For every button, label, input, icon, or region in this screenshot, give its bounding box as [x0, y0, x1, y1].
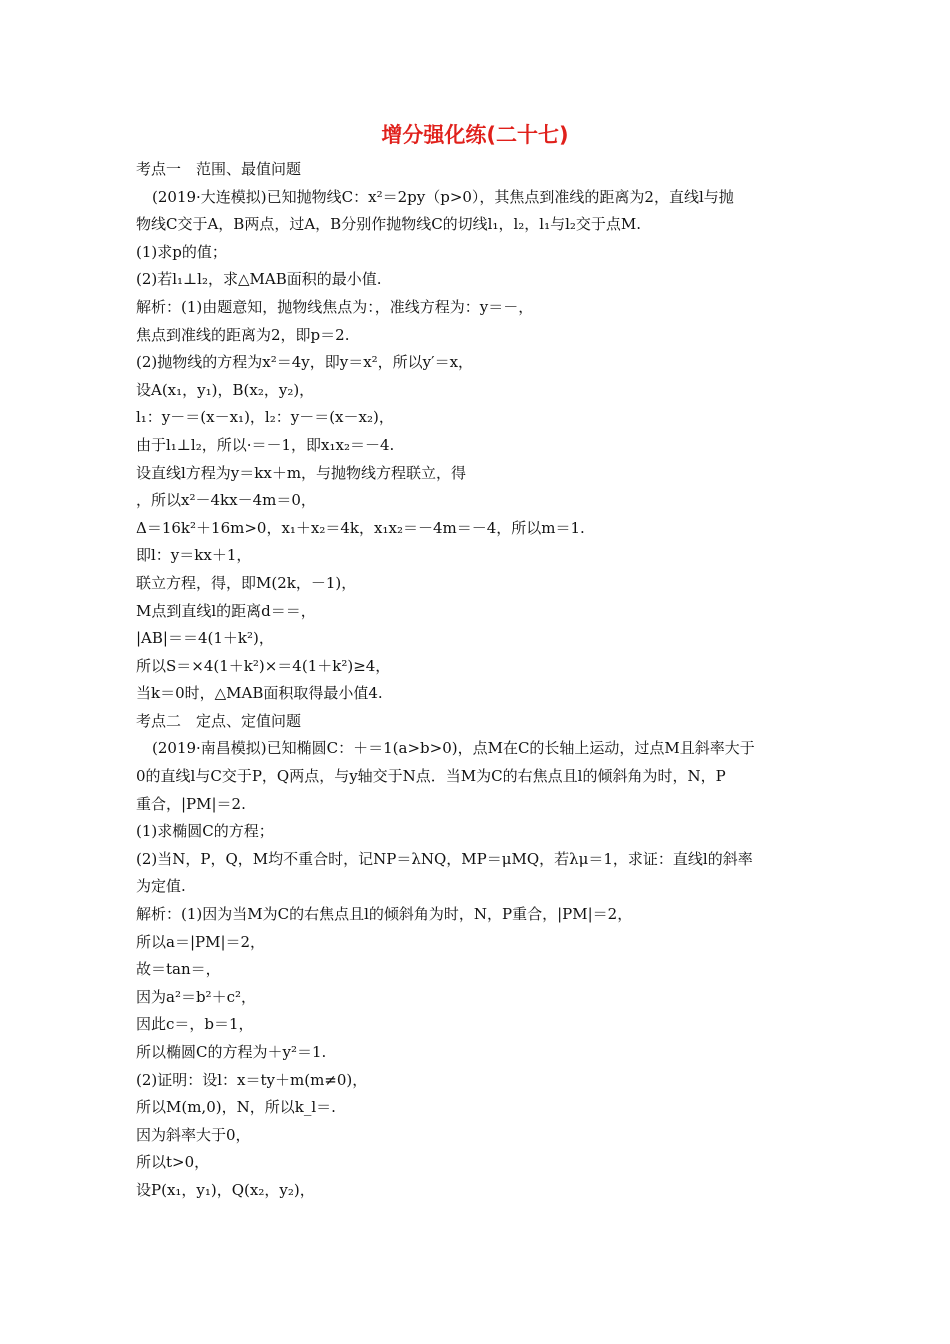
- text-line: 解析：(1)因为当M为C的右焦点且l的倾斜角为时，N，P重合，|PM|＝2，: [136, 905, 633, 924]
- text-line: 所以t>0，: [136, 1153, 210, 1172]
- text-line: 物线C交于A，B两点，过A，B分别作抛物线C的切线l₁，l₂，l₁与l₂交于点M.: [136, 215, 642, 234]
- text-line: 为定值.: [136, 877, 186, 896]
- text-line: 当k＝0时，△MAB面积取得最小值4.: [136, 684, 383, 703]
- text-line: 所以S＝×4(1＋k²)×＝4(1＋k²)≥4，: [136, 656, 391, 675]
- text-line: 联立方程，得，即M(2k，－1)，: [136, 573, 357, 592]
- text-line: (2)若l₁⊥l₂，求△MAB面积的最小值.: [136, 270, 382, 289]
- text-line: 故＝tan＝，: [136, 960, 221, 979]
- text-line: (2019·南昌模拟)已知椭圆C：＋＝1(a>b>0)，点M在C的长轴上运动，过点M且斜率大于: [152, 739, 755, 758]
- text-line: 焦点到准线的距离为2，即p＝2.: [136, 325, 350, 344]
- text-line: (2)当N，P，Q，M均不重合时，记NP＝λNQ，MP＝μMQ，若λμ＝1，求证：直线l的斜率: [136, 849, 753, 868]
- text-line: (2)证明：设l：x＝ty＋m(m≠0)，: [136, 1070, 368, 1089]
- text-line: 由于l₁⊥l₂，所以·＝－1，即x₁x₂＝－4.: [136, 435, 395, 454]
- text-line: 设A(x₁，y₁)，B(x₂，y₂)，: [136, 380, 315, 399]
- text-line: 解析：(1)由题意知，抛物线焦点为：，准线方程为：y＝－，: [136, 297, 534, 316]
- text-line: (2)抛物线的方程为x²＝4y，即y＝x²，所以y′＝x，: [136, 353, 474, 372]
- text-line: 因为斜率大于0，: [136, 1125, 251, 1144]
- document-body: [136, 156, 816, 1205]
- text-line: 所以a＝|PM|＝2，: [136, 932, 266, 951]
- text-line: 设P(x₁，y₁)，Q(x₂，y₂)，: [136, 1180, 315, 1199]
- text-line: 因此c＝，b＝1，: [136, 1015, 254, 1034]
- text-line: 即l：y＝kx＋1，: [136, 546, 252, 565]
- text-line: 0的直线l与C交于P，Q两点，与y轴交于N点．当M为C的右焦点且l的倾斜角为时，N，P: [136, 767, 726, 786]
- text-line: l₁：y－＝(x－x₁)，l₂：y－＝(x－x₂)，: [136, 408, 394, 427]
- text-line: M点到直线l的距离d＝＝，: [136, 601, 316, 620]
- page-title: 增分强化练(二十七): [381, 123, 569, 147]
- text-line: 所以M(m,0)，N，所以k_l＝.: [136, 1098, 336, 1117]
- section-heading: 考点二 定点、定值问题: [136, 711, 302, 730]
- text-line: Δ＝16k²＋16m>0，x₁＋x₂＝4k，x₁x₂＝－4m＝－4，所以m＝1.: [136, 518, 585, 537]
- text-line: 因为a²＝b²＋c²，: [136, 987, 256, 1006]
- text-line: 重合，|PM|＝2.: [136, 794, 246, 813]
- text-line: (2019·大连模拟)已知抛物线C：x²＝2py（p>0），其焦点到准线的距离为2，直线l与抛: [152, 187, 734, 206]
- text-line: |AB|＝＝4(1＋k²)，: [136, 629, 274, 648]
- text-line: (1)求p的值；: [136, 242, 227, 261]
- text-line: 设直线l方程为y＝kx＋m，与抛物线方程联立，得: [136, 463, 467, 482]
- text-line: (1)求椭圆C的方程；: [136, 822, 274, 841]
- text-line: ，所以x²－4kx－4m＝0，: [136, 491, 316, 510]
- section-heading: 考点一 范围、最值问题: [136, 160, 302, 178]
- text-line: 所以椭圆C的方程为＋y²＝1.: [136, 1043, 327, 1061]
